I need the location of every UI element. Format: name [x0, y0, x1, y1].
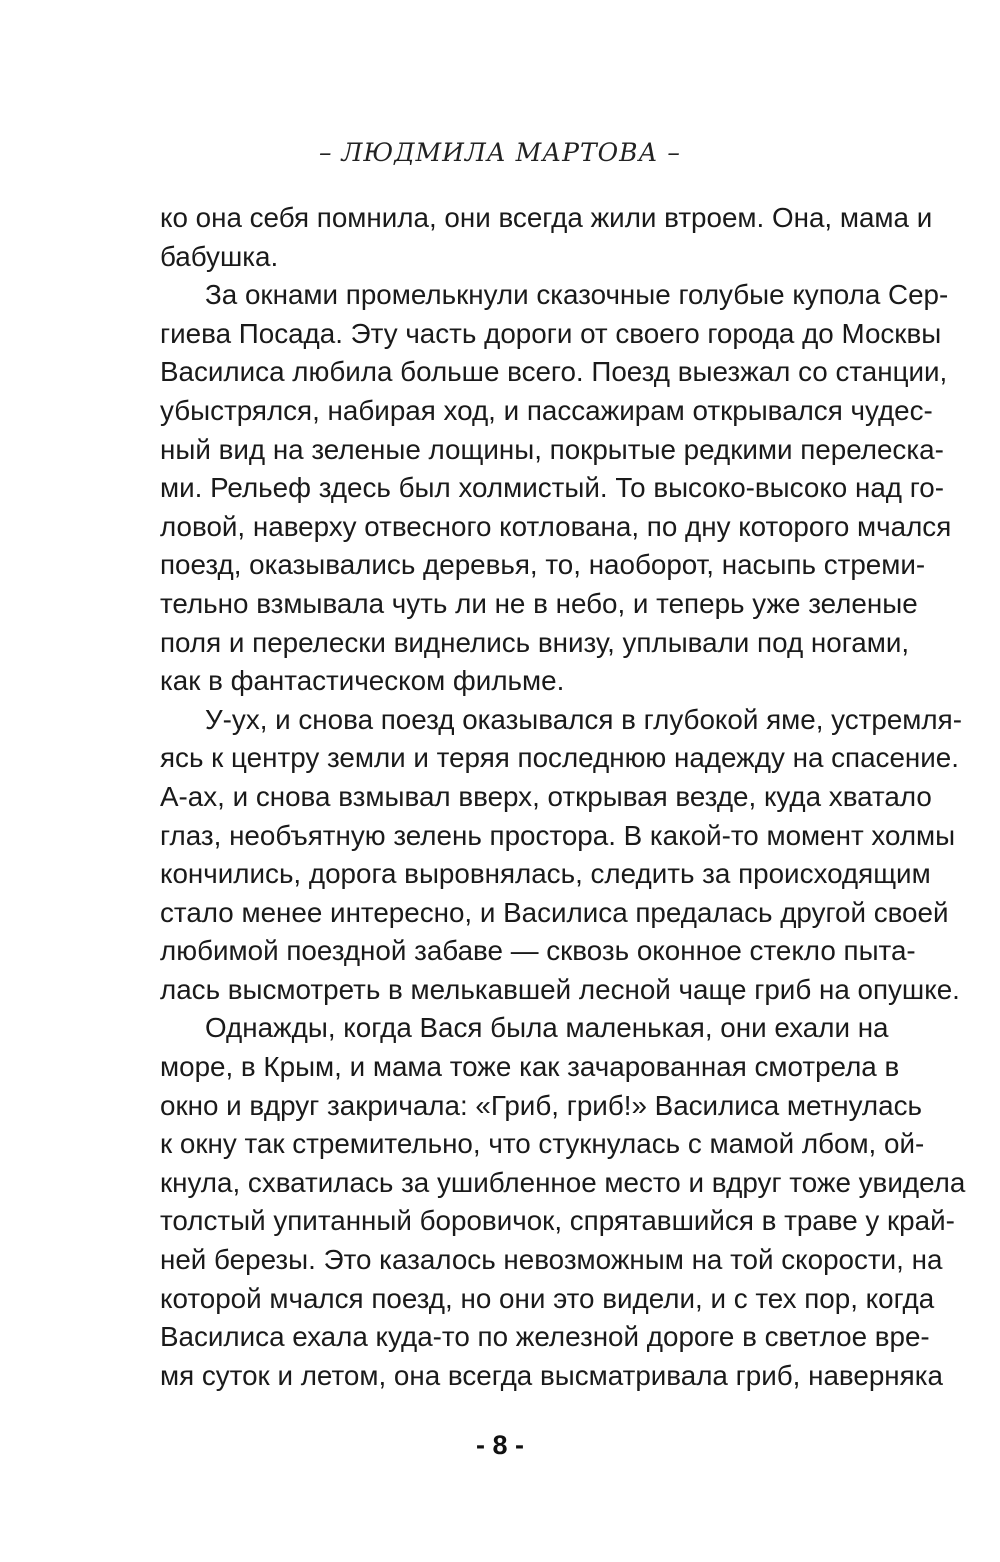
text-line: ясь к центру земли и теряя последнюю надежду на спасение.: [160, 742, 959, 774]
text-line: стало менее интересно, и Василиса предалась другой своей: [160, 896, 949, 928]
text-line: толстый упитанный боровичок, спрятавшийся в траве у край-: [160, 1205, 955, 1237]
text-line: А-ах, и снова взмывал вверх, открывая везде, куда хватало: [160, 780, 932, 812]
page-number: - 8 -: [475, 1430, 524, 1460]
text-line: которой мчался поезд, но они это видели, и с тех пор, когда: [160, 1282, 935, 1314]
text-line: тельно взмывала чуть ли не в небо, и теперь уже зеленые: [160, 587, 918, 619]
text-line: Однажды, когда Вася была маленькая, они ехали на: [205, 1012, 889, 1044]
text-line: убыстрялся, набирая ход, и пассажирам открывался чудес-: [160, 394, 933, 426]
body-text: [160, 199, 966, 1395]
text-line: любимой поездной забаве — сквозь оконное стекло пыта-: [160, 935, 916, 967]
text-line: У-ух, и снова поезд оказывался в глубокой яме, устремля-: [205, 703, 962, 735]
text-line: кнула, схватилась за ушибленное место и вдруг тоже увидела: [160, 1166, 966, 1198]
text-line: море, в Крым, и мама тоже как зачарованная смотрела в: [160, 1051, 900, 1083]
text-line: мя суток и летом, она всегда высматривала гриб, наверняка: [160, 1359, 943, 1391]
text-line: кончились, дорога выровнялась, следить за происходящим: [160, 858, 931, 890]
text-line: поезд, оказывались деревья, то, наоборот, насыпь стреми-: [160, 549, 926, 581]
text-line: ловой, наверху отвесного котлована, по дну которого мчался: [160, 510, 952, 542]
text-line: поля и перелески виднелись внизу, уплывали под ногами,: [160, 626, 910, 658]
text-line: ко она себя помнила, они всегда жили втроем. Она, мама и: [160, 202, 933, 233]
text-line: к окну так стремительно, что стукнулась с мамой лбом, ой-: [160, 1128, 925, 1160]
text-line: ней березы. Это казалось невозможным на той скорости, на: [160, 1244, 943, 1276]
text-line: лась высмотреть в мелькавшей лесной чаще гриб на опушке.: [160, 973, 960, 1005]
text-line: ный вид на зеленые лощины, покрытые редкими перелеска-: [160, 433, 944, 465]
text-line: За окнами промелькнули сказочные голубые купола Сер-: [205, 279, 949, 311]
text-line: окно и вдруг закричала: «Гриб, гриб!» Василиса метнулась: [160, 1089, 922, 1121]
text-line: глаз, необъятную зелень простора. В какой-то момент холмы: [160, 819, 956, 851]
text-line: как в фантастическом фильме.: [160, 665, 565, 697]
text-line: Василиса любила больше всего. Поезд выезжал со станции,: [160, 356, 948, 388]
running-head: – ЛЮДМИЛА МАРТОВА –: [319, 138, 681, 167]
text-line: бабушка.: [160, 240, 279, 272]
text-line: Василиса ехала куда-то по железной дороге в светлое вре-: [160, 1321, 930, 1353]
text-line: гиева Посада. Эту часть дороги от своего города до Москвы: [160, 317, 942, 349]
text-line: ми. Рельеф здесь был холмистый. То высоко-высоко над го-: [160, 472, 944, 504]
